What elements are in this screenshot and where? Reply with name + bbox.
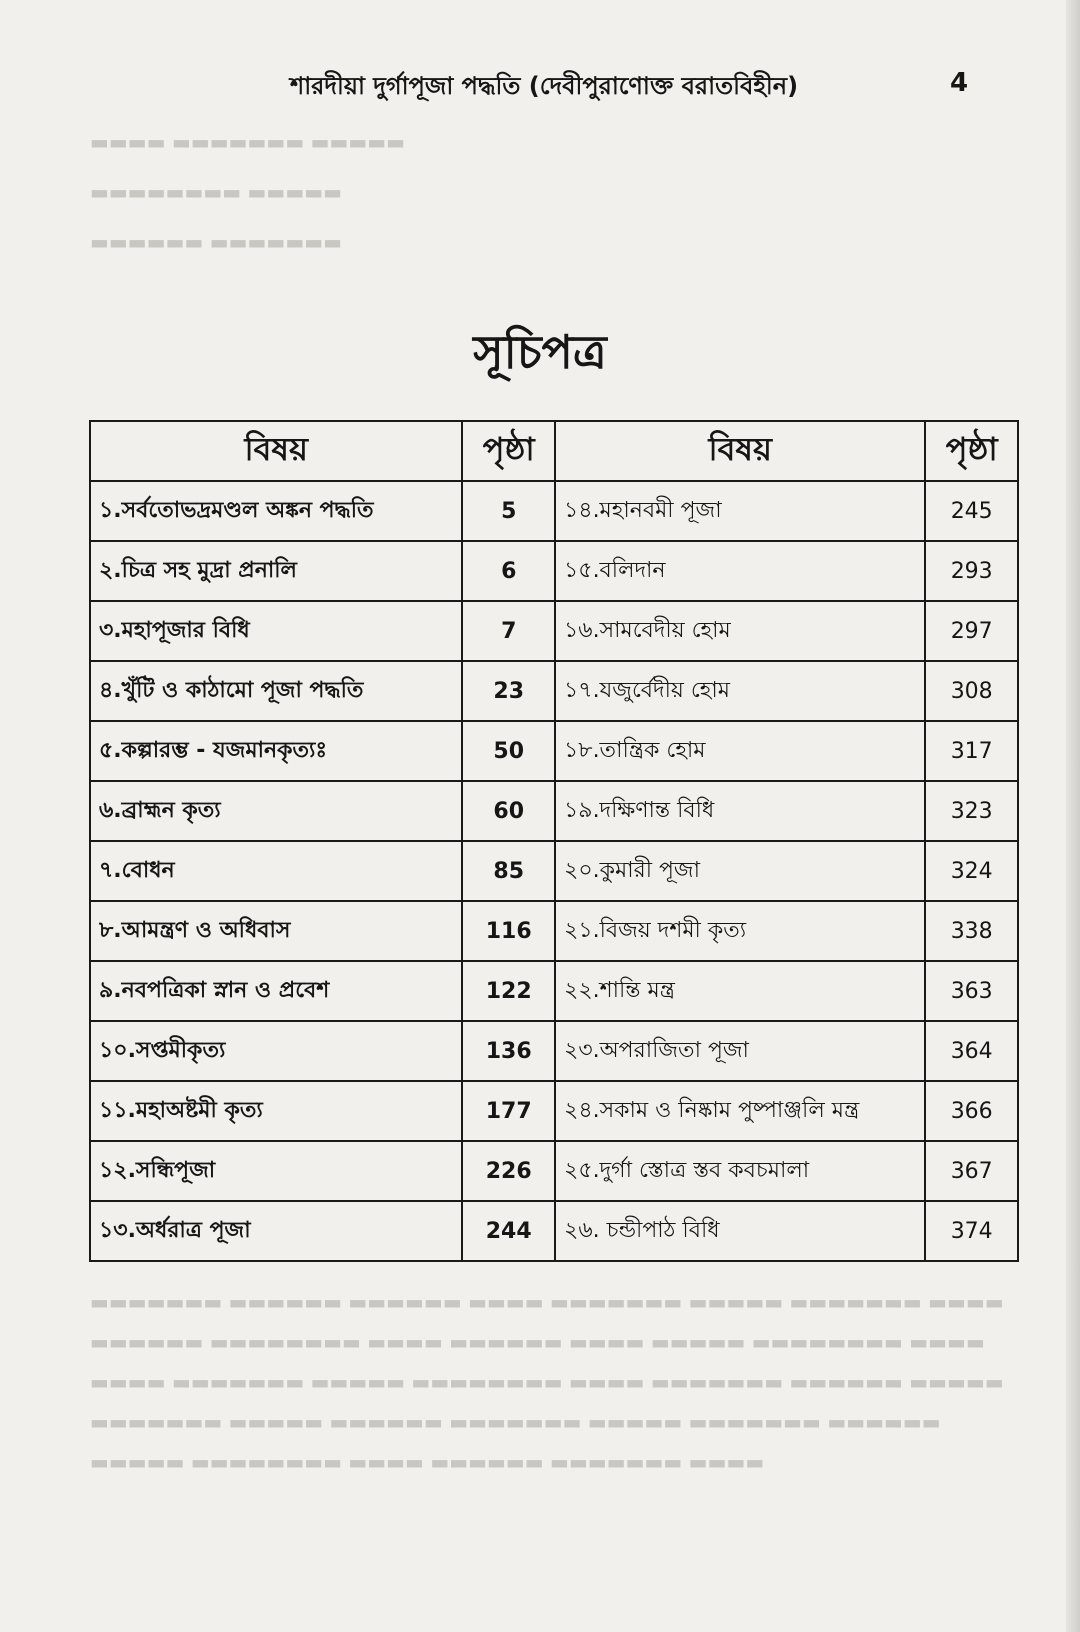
table-row xyxy=(90,781,1018,841)
toc-table xyxy=(89,420,1019,1262)
toc-page-right: 338 xyxy=(925,901,1018,961)
toc-entry-right: ২০.কুমারী পূজা xyxy=(555,841,925,901)
toc-page-right: 374 xyxy=(925,1201,1018,1261)
toc-header-row xyxy=(90,421,1018,481)
toc-entry-right: ২১.বিজয় দশমী কৃত্য xyxy=(555,901,925,961)
toc-page-right: 367 xyxy=(925,1141,1018,1201)
toc-page-right: 324 xyxy=(925,841,1018,901)
header-subject-right: বিষয় xyxy=(555,421,925,481)
toc-entry-right: ১৪.মহানবমী পূজা xyxy=(555,481,925,541)
table-row xyxy=(90,841,1018,901)
bleed-through: ▬▬▬▬ ▬▬▬▬▬▬▬ ▬▬▬▬▬ xyxy=(90,130,406,154)
toc-page-left: 60 xyxy=(462,781,555,841)
toc-page-left: 226 xyxy=(462,1141,555,1201)
toc-entry-right: ১৬.সামবেদীয় হোম xyxy=(555,601,925,661)
toc-entry-right: ১৭.যজুর্বেদীয় হোম xyxy=(555,661,925,721)
toc-entry-right: ২৪.সকাম ও নিষ্কাম পুষ্পাঞ্জলি মন্ত্র xyxy=(555,1081,925,1141)
toc-entry-left: ৯.নবপত্রিকা স্নান ও প্রবেশ xyxy=(90,961,462,1021)
toc-page-left: 5 xyxy=(462,481,555,541)
toc-entry-left: ৩.মহাপূজার বিধি xyxy=(90,601,462,661)
toc-entry-left: ১.সর্বতোভদ্রমণ্ডল অঙ্কন পদ্ধতি xyxy=(90,481,462,541)
toc-entry-left: ৭.বোধন xyxy=(90,841,462,901)
table-row xyxy=(90,1201,1018,1261)
toc-page-left: 7 xyxy=(462,601,555,661)
toc-entry-left: ৮.আমন্ত্রণ ও অধিবাস xyxy=(90,901,462,961)
toc-entry-left: ৬.ব্রাহ্মন কৃত্য xyxy=(90,781,462,841)
toc-body xyxy=(90,481,1018,1261)
toc-page-left: 136 xyxy=(462,1021,555,1081)
toc-page-right: 366 xyxy=(925,1081,1018,1141)
header-subject-left: বিষয় xyxy=(90,421,462,481)
table-row xyxy=(90,1021,1018,1081)
running-header: শারদীয়া দুর্গাপূজা পদ্ধতি (দেবীপুরাণোক্ত বরাতবিহীন) xyxy=(290,72,799,100)
header-page-left: পৃষ্ঠা xyxy=(462,421,555,481)
toc-page-right: 293 xyxy=(925,541,1018,601)
table-row xyxy=(90,721,1018,781)
toc-page-left: 116 xyxy=(462,901,555,961)
bleed-through: ▬▬▬▬▬▬▬▬ ▬▬▬▬▬ xyxy=(90,180,343,204)
toc-page-right: 297 xyxy=(925,601,1018,661)
toc-entry-left: ৪.খুঁটি ও কাঠামো পূজা পদ্ধতি xyxy=(90,661,462,721)
toc-page-right: 308 xyxy=(925,661,1018,721)
toc-entry-right: ১৯.দক্ষিণান্ত বিধি xyxy=(555,781,925,841)
toc-page-left: 244 xyxy=(462,1201,555,1261)
table-row xyxy=(90,481,1018,541)
table-row xyxy=(90,901,1018,961)
toc-title: সূচিপত্র xyxy=(473,325,607,379)
table-row xyxy=(90,601,1018,661)
toc-entry-left: ২.চিত্র সহ মুদ্রা প্রনালি xyxy=(90,541,462,601)
page-edge xyxy=(1066,0,1080,1632)
toc-entry-left: ৫.কল্পারম্ভ - যজমানকৃত্যঃ xyxy=(90,721,462,781)
toc-page-right: 323 xyxy=(925,781,1018,841)
toc-page-left: 23 xyxy=(462,661,555,721)
toc-entry-right: ১৮.তান্ত্রিক হোম xyxy=(555,721,925,781)
toc-entry-left: ১০.সপ্তমীকৃত্য xyxy=(90,1021,462,1081)
table-row xyxy=(90,1081,1018,1141)
toc-page-right: 363 xyxy=(925,961,1018,1021)
toc-entry-left: ১২.সন্ধিপূজা xyxy=(90,1141,462,1201)
table-row xyxy=(90,961,1018,1021)
toc-page-left: 177 xyxy=(462,1081,555,1141)
toc-page-left: 85 xyxy=(462,841,555,901)
table-row xyxy=(90,1141,1018,1201)
toc-page-right: 364 xyxy=(925,1021,1018,1081)
toc-entry-right: ২২.শান্তি মন্ত্র xyxy=(555,961,925,1021)
table-row xyxy=(90,541,1018,601)
header-page-right: পৃষ্ঠা xyxy=(925,421,1018,481)
toc-entry-right: ২৫.দুর্গা স্তোত্র স্তব কবচমালা xyxy=(555,1141,925,1201)
toc-page-right: 317 xyxy=(925,721,1018,781)
toc-page-right: 245 xyxy=(925,481,1018,541)
toc-entry-left: ১৩.অর্ধরাত্র পূজা xyxy=(90,1201,462,1261)
toc-page-left: 122 xyxy=(462,961,555,1021)
toc-entry-right: ১৫.বলিদান xyxy=(555,541,925,601)
bleed-through: ▬▬▬▬▬▬▬ ▬▬▬▬▬▬ ▬▬▬▬▬▬ ▬▬▬▬ ▬▬▬▬▬▬▬ ▬▬▬▬▬ ▬▬▬▬▬▬▬ ▬▬▬▬ xyxy=(90,1290,1004,1314)
bleed-through: ▬▬▬▬▬▬ ▬▬▬▬▬▬▬ xyxy=(90,230,343,254)
table-row xyxy=(90,661,1018,721)
toc-page-left: 6 xyxy=(462,541,555,601)
bleed-through: ▬▬▬▬ ▬▬▬▬▬▬▬ ▬▬▬▬▬ ▬▬▬▬▬▬▬▬ ▬▬▬▬ ▬▬▬▬▬▬▬ ▬▬▬▬▬▬ ▬▬▬▬▬ xyxy=(90,1370,1004,1394)
toc-entry-left: ১১.মহাঅষ্টমী কৃত্য xyxy=(90,1081,462,1141)
bleed-through: ▬▬▬▬▬▬▬ ▬▬▬▬▬ ▬▬▬▬▬▬ ▬▬▬▬▬▬▬ ▬▬▬▬▬ ▬▬▬▬▬▬▬ ▬▬▬▬▬▬ xyxy=(90,1410,941,1434)
bleed-through: ▬▬▬▬▬ ▬▬▬▬▬▬▬▬ ▬▬▬▬ ▬▬▬▬▬▬ ▬▬▬▬▬▬▬ ▬▬▬▬ xyxy=(90,1450,765,1474)
toc-entry-right: ২৩.অপরাজিতা পূজা xyxy=(555,1021,925,1081)
bleed-through: ▬▬▬▬▬▬ ▬▬▬▬▬▬▬▬ ▬▬▬▬ ▬▬▬▬▬▬ ▬▬▬▬ ▬▬▬▬▬ ▬▬▬▬▬▬▬▬ ▬▬▬▬ xyxy=(90,1330,985,1354)
toc-entry-right: ২৬. চন্ডীপাঠ বিধি xyxy=(555,1201,925,1261)
page-number: 4 xyxy=(950,68,969,98)
toc-page-left: 50 xyxy=(462,721,555,781)
